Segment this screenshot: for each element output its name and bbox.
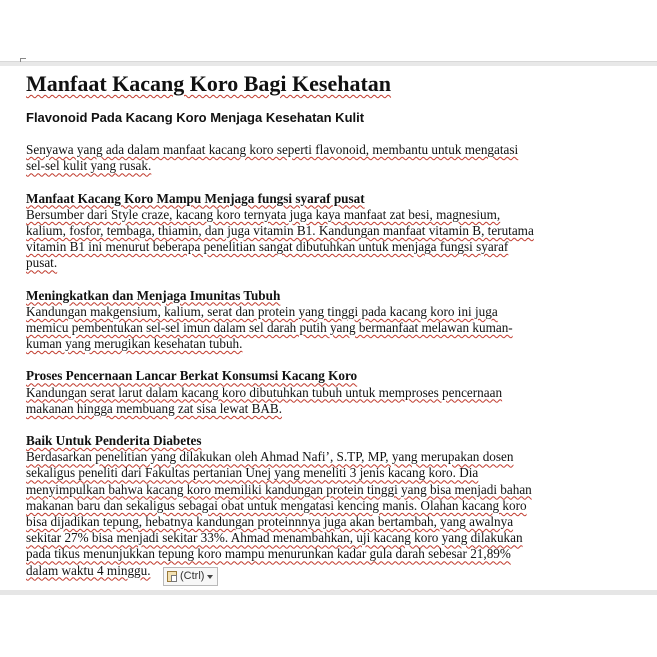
section-paragraph-line: pusat. [26,255,58,271]
paste-options-label: (Ctrl) [180,570,205,582]
section-heading-flavonoid: Flavonoid Pada Kacang Koro Menjaga Kesehatan Kulit [26,110,365,125]
section-paragraph-line: vitamin B1 ini menurut beberapa penelitian sangat dibutuhkan untuk menjaga fungsi syaraf [26,239,509,255]
section-paragraph-line: memicu pembentukan sel-sel imun dalam sel darah putih yang bermanfaat melawan kuman- [26,320,513,336]
section-paragraph-line: Senyawa yang ada dalam manfaat kacang koro seperti flavonoid, membantu untuk mengatasi [26,142,519,158]
section-paragraph-line: makanan hingga membuang zat sisa lewat BAB. [26,400,282,416]
document-title: Manfaat Kacang Koro Bagi Kesehatan [26,71,392,96]
document-page[interactable] [0,66,657,590]
section-heading-diabetes: Baik Untuk Penderita Diabetes [26,433,202,449]
section-paragraph-line: pada tikus menunjukkan tepung koro mampu menurunkan kadar gula darah sebesar 21,89% [26,546,511,562]
section-paragraph-line: bisa dijadikan tepung, hebatnya kandungan proteinnnya juga akan bertambah, yang awalnya [26,514,514,530]
section-paragraph-line: Bersumber dari Style craze, kacang koro ternyata juga kaya manfaat zat besi, magnesium, [26,206,501,222]
section-paragraph-line: Berdasarkan penelitian yang dilakukan oleh Ahmad Nafi’, S.TP, MP, yang merupakan dosen [26,449,514,465]
chevron-down-icon [207,575,213,579]
section-paragraph-line: kuman yang merugikan kesehatan tubuh. [26,336,243,352]
status-area [0,595,657,657]
section-paragraph-line: Kandungan serat larut dalam kacang koro dibutuhkan tubuh untuk memproses pencernaan [26,384,503,400]
document-body[interactable] [26,70,586,579]
paste-options-button[interactable] [163,567,218,586]
section-heading-imunitas: Meningkatkan dan Menjaga Imunitas Tubuh [26,287,281,303]
clipboard-icon [167,571,177,582]
section-paragraph-line: kalium, fosfor, tembaga, thiamin, dan juga vitamin B1. Kandungan manfaat vitamin B, terutama [26,223,534,239]
section-heading-syaraf: Manfaat Kacang Koro Mampu Menjaga fungsi syaraf pusat [26,190,365,206]
section-paragraph-line: sekitar 27% bisa menjadi sekitar 33%. Ahmad menambahkan, uji kacang koro yang dilakukan [26,530,523,546]
section-paragraph-line: makanan baru dan sekaligus sebagai obat untuk mengatasi kencing manis. Olahan kacang koro [26,497,527,513]
section-heading-pencernaan: Proses Pencernaan Lancar Berkat Konsumsi Kacang Koro [26,368,358,384]
toolbar-area [0,0,657,62]
section-paragraph-line: menyimpulkan bahwa kacang koro memiliki kandungan protein tinggi yang bisa menjadi bahan [26,481,532,497]
section-paragraph-line: Kandungan makgensium, kalium, serat dan protein yang tinggi pada kacang koro ini juga [26,303,498,319]
section-paragraph-line: dalam waktu 4 minggu. [26,562,151,578]
section-paragraph-line: sekaligus peneliti dari Fakultas pertanian Unej yang meneliti 3 jenis kacang koro. Dia [26,465,479,481]
section-paragraph-line: sel-sel kulit yang rusak. [26,158,152,174]
